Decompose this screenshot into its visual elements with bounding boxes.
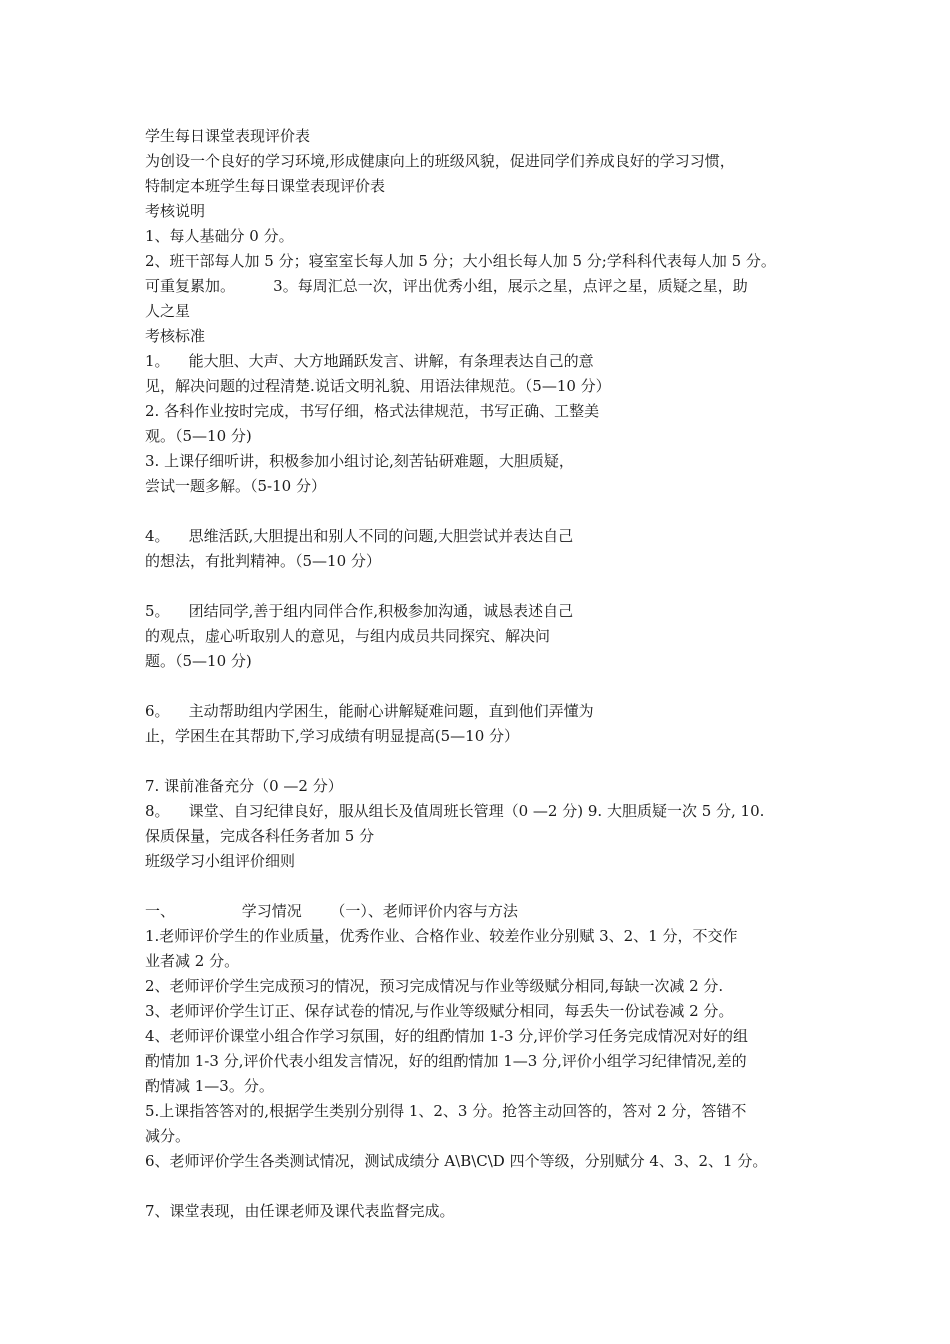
section-heading-group-rules: 班级学习小组评价细则 [145,852,296,870]
criterion-1: 1。 能大胆、大声、大方地踊跃发言、讲解，有条理表达自己的意 [145,352,594,370]
criterion-6-cont: 止，学困生在其帮助下,学习成绩有明显提高(5—10 分） [145,727,520,745]
rule-4-cont-2: 酌情减 1—3。分。 [145,1077,274,1095]
section-heading-assessment-criteria: 考核标准 [145,327,206,345]
blank-line [145,874,825,899]
section-heading-assessment-notes: 考核说明 [145,202,206,220]
rule-1: 1.老师评价学生的作业质量，优秀作业、合格作业、较差作业分别赋 3、2、1 分，不交作 [145,927,738,945]
document-page [145,124,825,1224]
note-2-cont: 可重复累加。 3。每周汇总一次，评出优秀小组，展示之星，点评之星，质疑之星，助 [145,277,748,295]
criterion-3-cont: 尝试一题多解。（5-10 分） [145,477,326,495]
criterion-3: 3. 上课仔细听讲，积极参加小组讨论,刻苦钻研难题，大胆质疑， [145,452,574,470]
note-2: 2、班干部每人加 5 分；寝室室长每人加 5 分；大小组长每人加 5 分;学科科代表每人加 5 分。 [145,252,776,270]
blank-line [145,749,825,774]
criterion-10-cont: 保质保量，完成各科任务者加 5 分 [145,827,375,845]
rule-5-cont: 减分。 [145,1127,191,1145]
note-1: 1、每人基础分 0 分。 [145,227,294,245]
criterion-4: 4。 思维活跃,大胆提出和别人不同的问题,大胆尝试并表达自己 [145,527,574,545]
blank-line [145,574,825,599]
criterion-2: 2. 各科作业按时完成，书写仔细，格式法律规范，书写正确、工整美 [145,402,600,420]
criterion-8-9-10: 8。 课堂、自习纪律良好，服从组长及值周班长管理（0 —2 分) 9. 大胆质疑一次 5 分, 10. [145,802,765,820]
criterion-6: 6。 主动帮助组内学困生，能耐心讲解疑难问题，直到他们弄懂为 [145,702,594,720]
criterion-5-cont-2: 题。（5—10 分) [145,652,252,670]
rule-3: 3、老师评价学生订正、保存试卷的情况,与作业等级赋分相同，每丢失一份试卷减 2 分。 [145,1002,734,1020]
rule-5: 5.上课指答答对的,根据学生类别分别得 1、2、3 分。抢答主动回答的，答对 2 分，答错不 [145,1102,747,1120]
blank-line [145,674,825,699]
intro-line-1: 为创设一个良好的学习环境,形成健康向上的班级风貌，促进同学们养成良好的学习习惯， [145,152,735,170]
criterion-1-cont: 见，解决问题的过程清楚.说话文明礼貌、用语法律规范。（5—10 分） [145,377,611,395]
criterion-5-cont-1: 的观点，虚心听取别人的意见，与组内成员共同探究、解决问 [145,627,551,645]
criterion-2-cont: 观。（5—10 分) [145,427,252,445]
criterion-4-cont: 的想法，有批判精神。（5—10 分） [145,552,381,570]
criterion-5: 5。 团结同学,善于组内同伴合作,积极参加沟通，诚恳表述自己 [145,602,574,620]
subsection-heading-study: 一、 学习情况 （一）、老师评价内容与方法 [145,902,518,920]
intro-line-2: 特制定本班学生每日课堂表现评价表 [145,177,386,195]
rule-7: 7、课堂表现，由任课老师及课代表监督完成。 [145,1202,455,1220]
rule-6: 6、老师评价学生各类测试情况，测试成绩分 A\B\C\D 四个等级，分别赋分 4、3、2、1 分。 [145,1152,768,1170]
rule-4-cont-1: 酌情加 1-3 分,评价代表小组发言情况，好的组酌情加 1—3 分,评价小组学习纪律情况,差的 [145,1052,747,1070]
blank-line [145,499,825,524]
rule-1-cont: 业者减 2 分。 [145,952,240,970]
rule-4: 4、老师评价课堂小组合作学习氛围，好的组酌情加 1-3 分,评价学习任务完成情况对好的组 [145,1027,749,1045]
criterion-7: 7. 课前准备充分（0 —2 分） [145,777,343,795]
note-3-cont: 人之星 [145,302,191,320]
blank-line [145,1174,825,1199]
rule-2: 2、老师评价学生完成预习的情况，预习完成情况与作业等级赋分相同,每缺一次减 2 分. [145,977,724,995]
doc-title: 学生每日课堂表现评价表 [145,127,311,145]
